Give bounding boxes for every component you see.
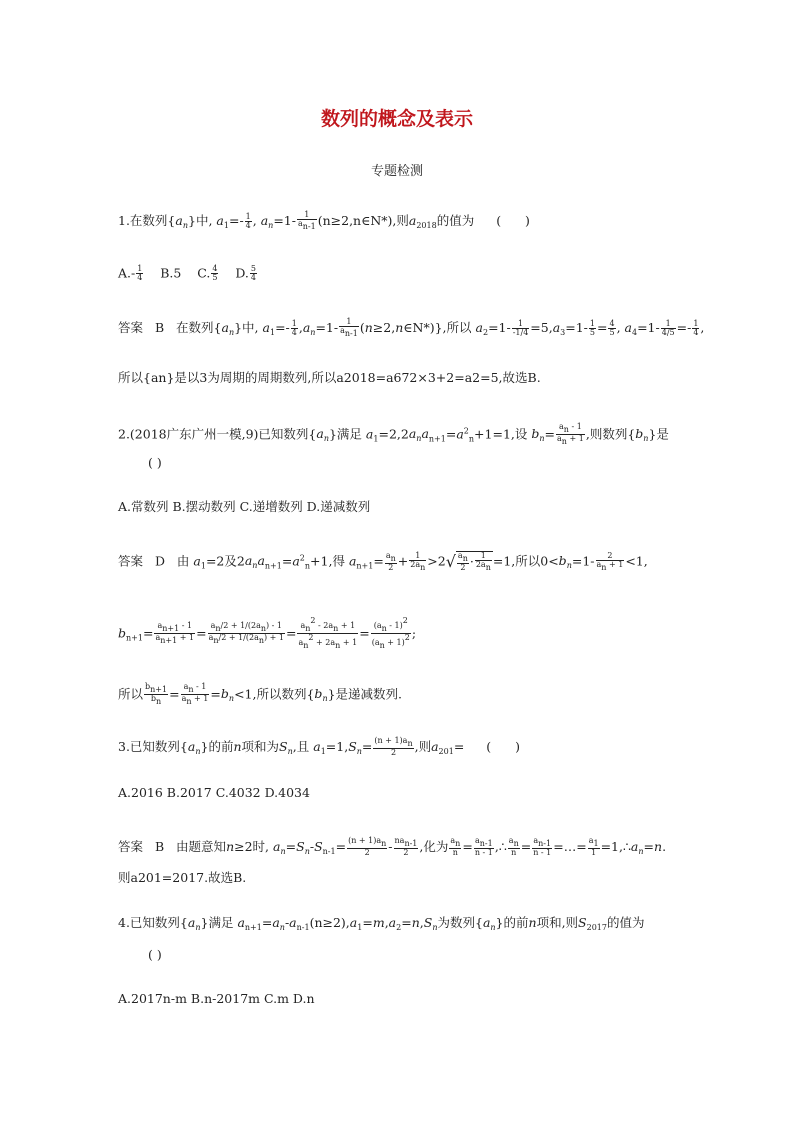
q3-stem: 3.已知数列$\{a_n\}$的前n项和为$S_n$,且 $a_1=1,S_n=$ $\frac{(n + 1)a_n}{2}$ ,则$a_{201}=$ ( ) xyxy=(118,736,531,758)
q3-answer: 答案 B 由题意知n≥2时, $a_n=S_n-S_{n-1}=$ $\frac{(n + 1)a_n}{2}$ - $\frac{na_{n-1}}{2}$ ,化为 $\frac{a_n}{n}$ = $\frac{a_{n-1}}{n - 1}$ ,∴ $\frac{a_n}{n}$ = $\frac{a_{n-1}}{n - 1}$ =…= $\frac{a_1}{1}$ $=1,\therefore a_n=n$. xyxy=(118,836,667,858)
q3-answer-line2: 则a201=2017.故选B. xyxy=(118,870,247,885)
page-title: 数列的概念及表示 xyxy=(320,108,473,130)
q2-paren: ( ) xyxy=(148,455,162,470)
q2-choices: A.常数列 B.摆动数列 C.递增数列 D.递减数列 xyxy=(118,499,371,514)
q4-choices: A.2017n-m B.n-2017m C.m D.n xyxy=(118,991,315,1006)
q2-answer-line2: $b_{n+1}=$ $\frac{a_{n+1} - 1}{a_{n+1} + 1}$ = $\frac{a_n/2 + 1/(2a_n) - 1}{a_n/2 + 1/(2a_n) + 1}$ = $\frac{a_n^2 - 2a_n + 1}{a_n^2 + 2a_n + 1}$ = $\frac{(a_n - 1)^2}{(a_n + 1)^2}$ ; xyxy=(118,616,417,651)
q1-answer: 答案 B 在数列$\{a_n\}$中, $a_1=-$ $\frac{1}{4}$ $,a_n=1-$ $\frac{1}{a_{n-1}}$ (n≥2,n∈N*)},所以 $a_2=1-$ $\frac{1}{-1/4}$ $=5,a_3=1-$ $\frac{1}{5}$ = $\frac{4}{5}$ , $a_4=1-$ $\frac{1}{4/5}$ =- $\frac{1}{4}$ , xyxy=(118,317,705,339)
q2-stem: 2.(2018广东广州一模,9)已知数列$\{a_n\}$满足 $a_1=2,2a_na_{n+1}=a^2_n+1=1$,设 $b_n=$ $\frac{a_n - 1}{a_n + 1}$ ,则数列$\{b_n\}$是 xyxy=(118,422,669,447)
q4-paren: ( ) xyxy=(148,947,162,962)
q4-stem: 4.已知数列$\{a_n\}$满足 $a_{n+1}=a_n-a_{n-1}(n\ge 2),a_1=m,a_2=n,S_n$为数列$\{a_n\}$的前n项和,则$S_{2017}$的值为 xyxy=(118,915,645,932)
q1-answer-line2: 所以{an}是以3为周期的周期数列,所以a2018=a672×3+2=a2=5,故选B. xyxy=(118,370,541,385)
q3-choices: A.2016 B.2017 C.4032 D.4034 xyxy=(118,785,310,800)
q1-stem: 1.在数列$\{a_n\}$中, $a_1=-$ $\frac{1}{4}$ , $a_n=1-$ $\frac{1}{a_{n-1}}$ (n≥2,n∈N*),则$a_{2018}$的值为 ( ) xyxy=(118,210,540,232)
q2-answer: 答案 D 由 $a_1=2$及$2a_na_{n+1}=a^2_n+1$,得 $a_{n+1}=$ $\frac{a_n}{2}$ + $\frac{1}{2a_n}$ >2√ $\frac{a_n}{2}$ · $\frac{1}{2a_n}$ =1,所以$0<b_n=1-$ $\frac{2}{a_n + 1}$ <1, xyxy=(118,550,648,573)
q1-choices: A.- $\frac{1}{4}$ B.5 C. $\frac{4}{5}$ D. $\frac{5}{4}$ xyxy=(118,264,256,283)
q2-answer-line3: 所以 $\frac{b_{n+1}}{b_n}$ = $\frac{a_n - 1}{a_n + 1}$ $=b_n<1$,所以数列$\{b_n\}$是递减数列. xyxy=(118,682,403,707)
page-subtitle: 专题检测 xyxy=(370,164,423,179)
